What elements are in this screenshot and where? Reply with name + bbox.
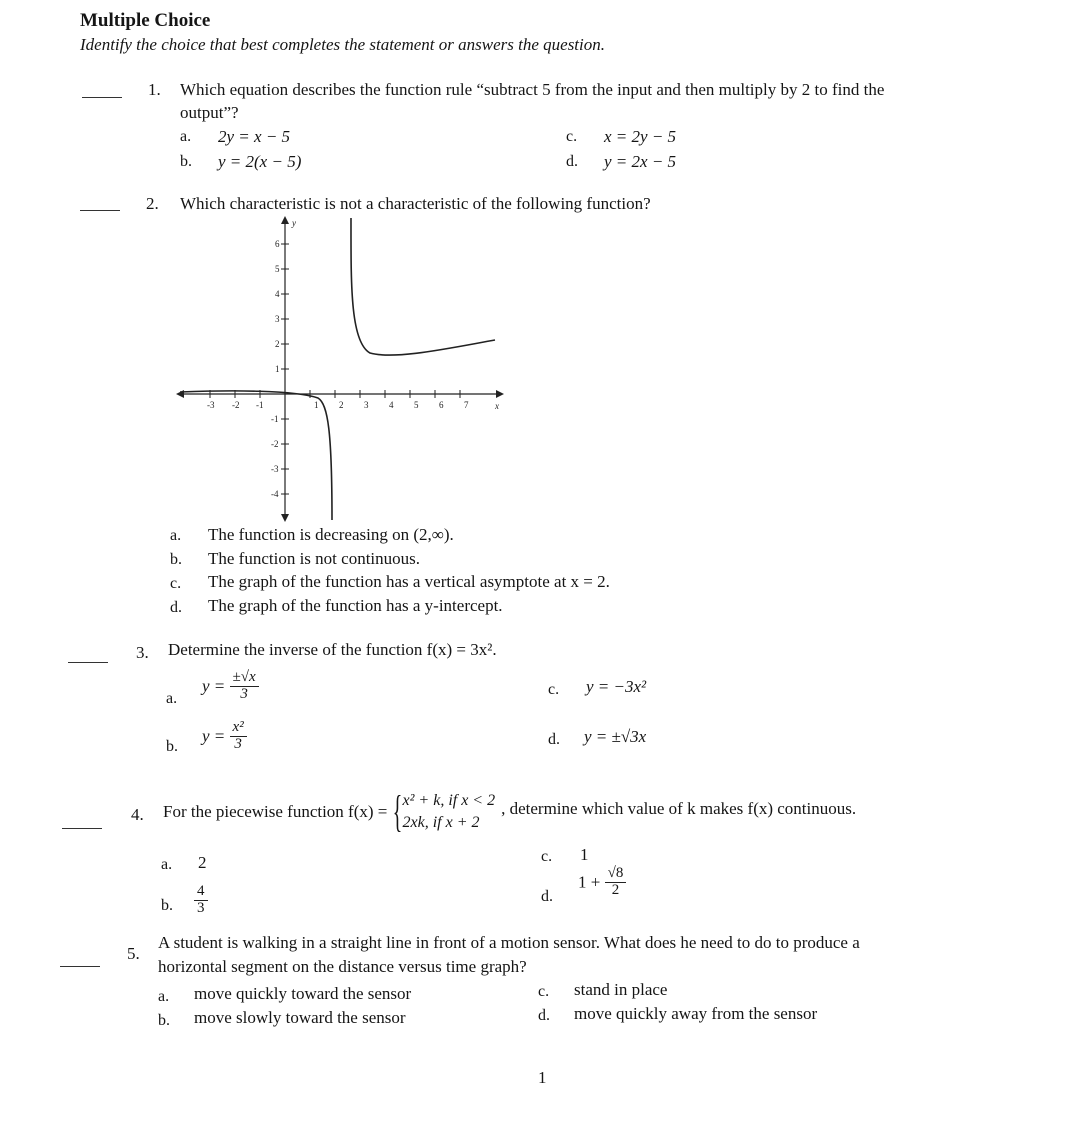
x-tick-label: -1	[256, 400, 264, 410]
question-1-text-line2: output”?	[180, 103, 239, 122]
question-number-5: 5.	[127, 944, 140, 963]
question-4-suffix: , determine which value of k makes f(x) continuous.	[501, 799, 857, 818]
page-number: 1	[538, 1068, 547, 1087]
x-tick-label: 3	[364, 400, 369, 410]
answer-blank-2[interactable]	[80, 210, 120, 211]
choice-2b[interactable]: The function is not continuous.	[208, 549, 421, 568]
x-tick-label: -2	[232, 400, 240, 410]
choice-4b-fraction	[194, 884, 208, 917]
answer-blank-1[interactable]	[82, 97, 122, 98]
y-tick-label: 1	[275, 364, 280, 374]
choice-5a-label: a.	[158, 988, 170, 1005]
choice-4b-denominator: 3	[197, 899, 205, 916]
choice-4d[interactable]	[578, 866, 626, 899]
curve-right-branch	[351, 218, 495, 355]
section-instructions: Identify the choice that best completes the statement or answers the question.	[80, 35, 605, 54]
choice-3c[interactable]: y = −3x²	[586, 677, 647, 696]
function-graph	[170, 212, 510, 524]
choice-3d-label: d.	[548, 731, 560, 748]
choice-3b[interactable]	[202, 720, 247, 753]
piecewise-brace: {	[393, 787, 403, 836]
x-tick-label: 7	[464, 400, 469, 410]
choice-4d-denominator: 2	[611, 881, 620, 898]
choice-3b-denominator: 3	[234, 735, 242, 752]
choice-3d[interactable]: y = ±√3x	[584, 727, 647, 746]
y-tick-label: 3	[275, 314, 280, 324]
question-number-2: 2.	[146, 194, 159, 213]
y-axis-arrow-down	[281, 514, 289, 522]
choice-1d-label: d.	[566, 153, 578, 170]
choice-4d-lead: 1 +	[578, 872, 601, 892]
question-3-text: Determine the inverse of the function f(x) = 3x².	[168, 640, 497, 659]
y-axis-arrow-up	[281, 216, 289, 224]
choice-5b[interactable]: move slowly toward the sensor	[194, 1008, 406, 1027]
question-4-text	[163, 782, 856, 842]
question-5-text-line2: horizontal segment on the distance versus time graph?	[158, 957, 527, 976]
choice-5d-label: d.	[538, 1007, 550, 1024]
choice-1b[interactable]: y = 2(x − 5)	[218, 152, 302, 171]
x-tick-label: -3	[207, 400, 215, 410]
choice-4a[interactable]: 2	[198, 853, 207, 872]
choice-4d-fraction	[605, 866, 627, 899]
choice-2a-label: a.	[170, 527, 182, 544]
choice-1b-label: b.	[180, 153, 192, 170]
choice-2c[interactable]: The graph of the function has a vertical asymptote at x = 2.	[208, 572, 610, 591]
choice-2a[interactable]: The function is decreasing on (2,∞).	[208, 525, 454, 544]
choice-4a-label: a.	[161, 856, 173, 873]
choice-3b-label: b.	[166, 738, 178, 755]
x-tick-label: 4	[389, 400, 394, 410]
y-tick-label: 5	[275, 264, 280, 274]
choice-1a-label: a.	[180, 128, 192, 145]
choice-3c-label: c.	[548, 681, 560, 698]
question-2-text: Which characteristic is not a characteristic of the following function?	[180, 194, 651, 213]
choice-4d-label: d.	[541, 888, 553, 905]
question-number-1: 1.	[148, 80, 161, 99]
choice-2b-label: b.	[170, 551, 182, 568]
choice-3a-fraction	[230, 670, 259, 703]
y-axis-label: y	[292, 218, 296, 228]
y-tick-label: -3	[271, 464, 279, 474]
choice-3a-label: a.	[166, 690, 178, 707]
choice-1d[interactable]: y = 2x − 5	[604, 152, 677, 171]
question-4-prefix: For the piecewise function f(x) =	[163, 802, 388, 821]
curve-left-branch	[180, 391, 332, 520]
question-number-4: 4.	[131, 805, 144, 824]
answer-blank-5[interactable]	[60, 966, 100, 967]
y-tick-label: -2	[271, 439, 279, 449]
y-tick-label: -1	[271, 414, 279, 424]
y-tick-label: -4	[271, 489, 279, 499]
y-tick-label: 2	[275, 339, 280, 349]
choice-3a[interactable]	[202, 670, 259, 703]
x-tick-label: 1	[314, 400, 319, 410]
question-5-text-line1: A student is walking in a straight line in front of a motion sensor. What does he need to do to produce a	[158, 933, 860, 952]
choice-1a[interactable]: 2y = x − 5	[218, 127, 291, 146]
piecewise-cases	[403, 790, 496, 834]
choice-2d-label: d.	[170, 599, 182, 616]
answer-blank-3[interactable]	[68, 662, 108, 663]
section-title: Multiple Choice	[80, 10, 211, 31]
choice-4b-label: b.	[161, 897, 173, 914]
x-tick-label: 2	[339, 400, 344, 410]
choice-1c[interactable]: x = 2y − 5	[604, 127, 677, 146]
choice-3a-denominator: 3	[240, 685, 248, 702]
choice-3a-numerator: ±√x	[230, 670, 259, 687]
choice-4b[interactable]	[194, 884, 208, 917]
choice-3b-fraction	[230, 720, 247, 753]
choice-5c-label: c.	[538, 983, 550, 1000]
x-tick-label: 6	[439, 400, 444, 410]
choice-5a[interactable]: move quickly toward the sensor	[194, 984, 412, 1003]
y-tick-label: 4	[275, 289, 280, 299]
x-tick-label: 5	[414, 400, 419, 410]
y-tick-label: 6	[275, 239, 280, 249]
choice-4c-label: c.	[541, 848, 553, 865]
choice-4d-numerator: √8	[605, 866, 627, 883]
choice-1c-label: c.	[566, 128, 578, 145]
choice-5c[interactable]: stand in place	[574, 980, 668, 999]
choice-2d[interactable]: The graph of the function has a y-intercept.	[208, 596, 503, 615]
piecewise-case-2: 2xk, if x + 2	[402, 814, 480, 831]
x-axis-label: x	[495, 401, 499, 411]
choice-4c[interactable]: 1	[580, 845, 589, 864]
question-number-3: 3.	[136, 643, 149, 662]
answer-blank-4[interactable]	[62, 828, 102, 829]
choice-3a-lhs: y =	[202, 676, 226, 696]
piecewise-case-1: x² + k, if x < 2	[402, 792, 496, 809]
choice-4b-numerator: 4	[194, 884, 208, 901]
x-axis-arrow-right	[496, 390, 504, 398]
question-1-text-line1: Which equation describes the function rule “subtract 5 from the input and then multiply by 2 to find the	[180, 80, 885, 99]
choice-5d[interactable]: move quickly away from the sensor	[574, 1004, 818, 1023]
choice-5b-label: b.	[158, 1012, 170, 1029]
choice-2c-label: c.	[170, 575, 182, 592]
choice-3b-lhs: y =	[202, 726, 226, 746]
choice-3b-numerator: x²	[230, 720, 247, 737]
